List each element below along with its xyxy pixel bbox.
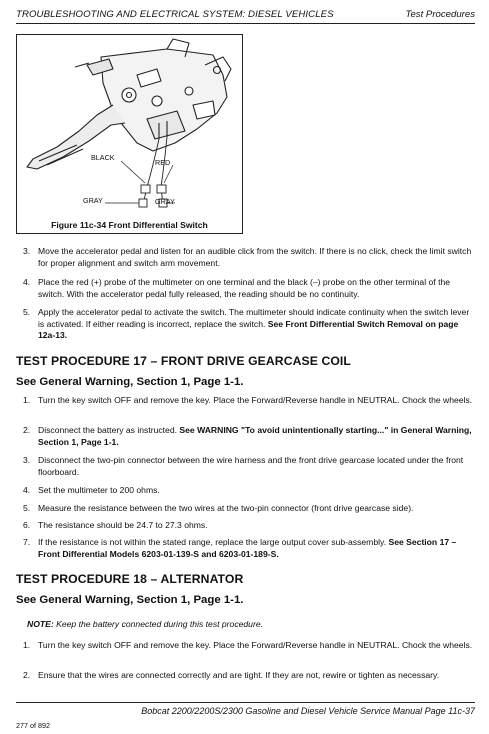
label-red-wire: RED <box>155 158 171 167</box>
label-black-wire: BLACK <box>91 153 115 162</box>
step-text: Turn the key switch OFF and remove the key. Place the Forward/Reverse handle in NEUTRAL. Chock the wheels. <box>38 395 473 405</box>
list-item: 4. Set the multimeter to 200 ohms. <box>23 485 160 495</box>
header-subsection: Test Procedures <box>405 9 475 20</box>
figure-caption: Figure 11c-34 Front Differential Switch <box>51 220 208 230</box>
list-item: 7. If the resistance is not within the stated range, replace the large output cover sub-assembly. See Section 17 – Front Differential Models 6203-01-139-S and 6203-01-189-S. <box>23 537 457 559</box>
list-item: 4. Place the red (+) probe of the multimeter on one terminal and the black (–) probe on the other terminal of the switch. With the accelerator pedal fully released, the reading should be no continuity. <box>23 277 451 299</box>
list-item: 2. Disconnect the battery as instructed. See WARNING "To avoid unintentionally starting..." in General Warning, Section 1, Page 1-1. <box>23 425 472 447</box>
step-text: Measure the resistance between the two wires at the two-pin connector (front drive gearcase side). <box>38 503 414 513</box>
page-header <box>16 8 475 24</box>
step-text: Set the multimeter to 200 ohms. <box>38 485 160 495</box>
note-text: Keep the battery connected during this test procedure. <box>53 619 263 629</box>
list-item: 1. Turn the key switch OFF and remove the key. Place the Forward/Reverse handle in NEUTRAL. Chock the wheels. <box>23 640 473 650</box>
step-text: Disconnect the two-pin connector between the wire harness and the front drive gearcase located under the front floorboard. <box>38 455 464 477</box>
step-text: Ensure that the wires are connected correctly and are tight. If they are not, rewire or tighten as necessary. <box>38 670 440 680</box>
figure-front-differential-switch <box>16 34 243 234</box>
step-reference: See WARNING "To avoid unintentionally starting..." in General Warning, Section 1, Page 1-1. <box>38 425 472 447</box>
list-item: 6. The resistance should be 24.7 to 27.3 ohms. <box>23 520 208 530</box>
switch-illustration <box>17 35 242 220</box>
page-footer <box>16 702 475 716</box>
step-reference: See Section 17 – Front Differential Models 6203-01-139-S and 6203-01-189-S. <box>38 537 457 559</box>
footer-manual-title: Bobcat 2200/2200S/2300 Gasoline and Diesel Vehicle Service Manual Page 11c-37 <box>141 706 475 716</box>
step-text: Disconnect the battery as instructed. <box>38 425 180 435</box>
step-text: Turn the key switch OFF and remove the key. Place the Forward/Reverse handle in NEUTRAL. Chock the wheels. <box>38 640 473 650</box>
section-warning-17: See General Warning, Section 1, Page 1-1. <box>16 376 244 388</box>
list-item: 2. Ensure that the wires are connected correctly and are tight. If they are not, rewire or tighten as necessary. <box>23 670 440 680</box>
step-text: Move the accelerator pedal and listen for an audible click from the switch. If there is no click, check the limit switch for proper alignment and switch arm movement. <box>38 246 472 268</box>
section-warning-18: See General Warning, Section 1, Page 1-1. <box>16 594 244 606</box>
label-gray-wire-left: GRAY <box>83 196 103 205</box>
list-item: 5. Apply the accelerator pedal to activate the switch. The multimeter should indicate continuity when the switch lever is activated. If either reading is incorrect, replace the switch. See Front Differential Switch Removal on page 12a-13. <box>23 307 470 341</box>
step-text: If the resistance is not within the stated range, replace the large output cover sub-assembly. <box>38 537 389 547</box>
step-text: Apply the accelerator pedal to activate the switch. The multimeter should indicate continuity when the switch lever is activated. If either reading is incorrect, replace the switch. <box>38 307 470 329</box>
list-item: 5. Measure the resistance between the two wires at the two-pin connector (front drive gearcase side). <box>23 503 414 513</box>
step-text: The resistance should be 24.7 to 27.3 ohms. <box>38 520 208 530</box>
list-item: 3. Move the accelerator pedal and listen for an audible click from the switch. If there is no click, check the limit switch for proper alignment and switch arm movement. <box>23 246 472 268</box>
section-title-17: TEST PROCEDURE 17 – FRONT DRIVE GEARCASE COIL <box>16 354 351 368</box>
list-item: 1. Turn the key switch OFF and remove the key. Place the Forward/Reverse handle in NEUTRAL. Chock the wheels. <box>23 395 473 405</box>
step-reference: See Front Differential Switch Removal on page 12a-13. <box>38 318 459 341</box>
step-text: Place the red (+) probe of the multimeter on one terminal and the black (–) probe on the other terminal of the switch. With the accelerator pedal fully released, the reading should be no continuity. <box>38 277 451 299</box>
label-gray-wire-right: GRAY <box>155 197 175 206</box>
section-title-18: TEST PROCEDURE 18 – ALTERNATOR <box>16 572 244 586</box>
list-item: 3. Disconnect the two-pin connector between the wire harness and the front drive gearcase located under the front floorboard. <box>23 455 464 477</box>
note-label: NOTE: <box>27 619 54 629</box>
page-counter: 277 of 892 <box>16 721 50 730</box>
header-section-title: TROUBLESHOOTING AND ELECTRICAL SYSTEM: DIESEL VEHICLES <box>16 9 334 20</box>
note <box>27 619 263 629</box>
